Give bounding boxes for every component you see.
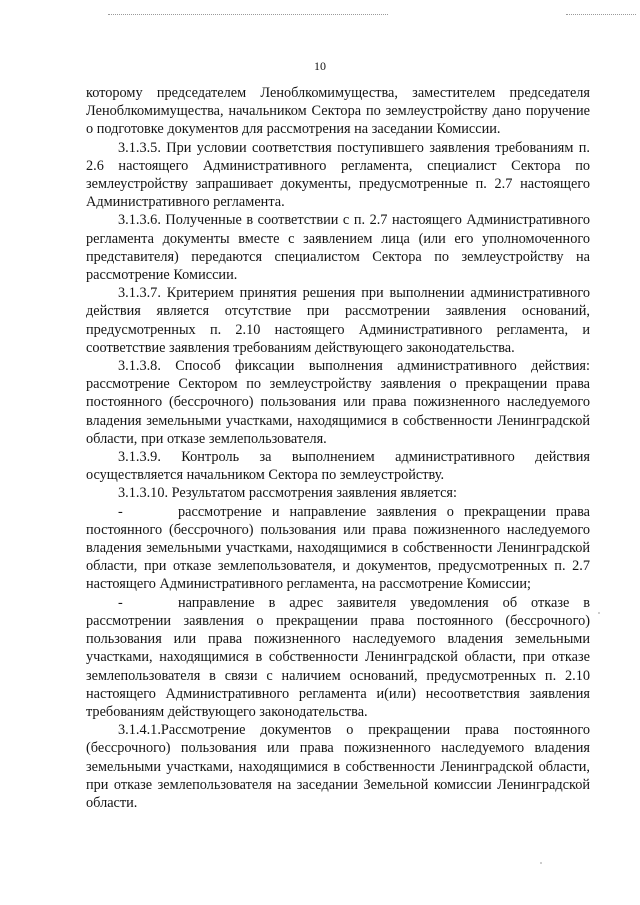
list-item <box>86 594 590 721</box>
scan-speck <box>598 612 600 614</box>
page-number: 10 <box>314 59 326 73</box>
list-item-text: рассмотрение и направление заявления о прекращении права постоянного (бессрочного) пользования или права пожизненного наследуемого владения земельными участками, находящимися в собственности Ленинградской области, при отказе землепользователя, и документов, предусмотренных п. 2.7 настоящего Административного регламента, на рассмотрение Комиссии; <box>86 503 590 593</box>
paragraph-3-1-3-8: 3.1.3.8. Способ фиксации выполнения административного действия: рассмотрение Сектором по землеустройству заявления о прекращении права постоянного (бессрочного) пользования или права пожизненного наследуемого владения земельными участками, находящимися в собственности Ленинградской области, при отказе землепользователя. <box>86 358 590 447</box>
paragraph-3-1-3-5: 3.1.3.5. При условии соответствия поступившего заявления требованиям п. 2.6 настоящего Административного регламента, специалист Сектора по землеустройству запрашивает документы, предусмотренные п. 2.7 настоящего Административного регламента. <box>86 139 590 211</box>
list-item <box>86 503 590 594</box>
paragraph-continuation: которому председателем Леноблкомимущества, заместителем председателя Леноблкомимущества, начальником Сектора по землеустройству дано поручение о подготовке документов для рассмотрения на заседании Комиссии. <box>86 85 590 138</box>
paragraph-3-1-4-1: 3.1.4.1.Рассмотрение документов о прекращении права постоянного (бессрочного) пользования или права пожизненного наследуемого владения земельными участками, находящимися в собственности Ленинградской области, при отказе землепользователя на заседании Земельной комиссии Ленинградской области. <box>86 722 590 811</box>
paragraph-3-1-3-10: 3.1.3.10. Результатом рассмотрения заявления является: <box>118 485 457 502</box>
list-dash-marker: - <box>118 503 123 520</box>
paragraph-3-1-3-7: 3.1.3.7. Критерием принятия решения при выполнении административного действия является отсутствие при рассмотрении заявления оснований, предусмотренных п. 2.10 настоящего Административного регламента, и соответствие заявления требованиям действующего законодательства. <box>86 285 590 356</box>
list-item-text: направление в адрес заявителя уведомления об отказе в рассмотрении заявления о прекращении права постоянного (бессрочного) пользования или права пожизненного наследуемого владения земельными участками, находящимися в собственности Ленинградской области, при отказе землепользователя в связи с наличием оснований, предусмотренных п. 2.10 настоящего Административного регламента и(или) несоответствия заявления требованиям действующего законодательства. <box>86 594 590 720</box>
scan-speck <box>540 862 542 864</box>
document-body <box>86 84 590 812</box>
list-dash-marker: - <box>118 594 123 611</box>
scan-edge-mark <box>108 14 388 15</box>
paragraph-3-1-3-6: 3.1.3.6. Полученные в соответствии с п. 2.7 настоящего Административного регламента документы вместе с заявлением лица (или его уполномоченного представителя) передаются специалистом Сектора по землеустройству на рассмотрение Комиссии. <box>86 212 590 284</box>
scan-edge-mark <box>566 14 636 15</box>
paragraph-3-1-3-9: 3.1.3.9. Контроль за выполнением административного действия осуществляется начальником Сектора по землеустройству. <box>86 449 590 484</box>
